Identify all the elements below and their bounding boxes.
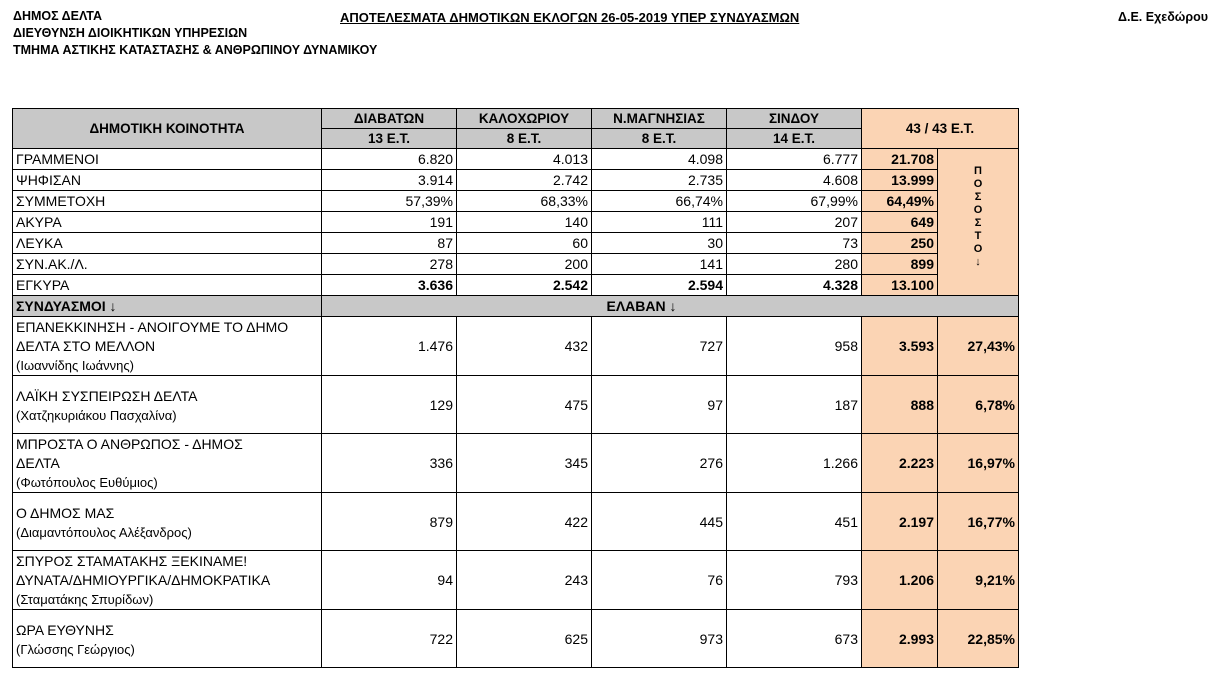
stat-value: 3.636 — [322, 275, 457, 296]
party-value: 276 — [592, 434, 727, 493]
community-sections: 13 Ε.Τ. — [322, 129, 457, 149]
community-sections: 14 Ε.Τ. — [727, 129, 862, 149]
stat-row — [13, 191, 1019, 212]
party-percent: 9,21% — [938, 551, 1019, 610]
stat-value: 6.820 — [322, 149, 457, 170]
results-table — [12, 108, 1019, 668]
stat-total: 21.708 — [862, 149, 938, 170]
party-total: 3.593 — [862, 317, 938, 376]
stat-row — [13, 275, 1019, 296]
stat-value: 207 — [727, 212, 862, 233]
percent-vertical-label — [938, 149, 1019, 296]
stat-value: 68,33% — [457, 191, 592, 212]
stat-label: ΨΗΦΙΣΑΝ — [13, 170, 322, 191]
stat-total: 64,49% — [862, 191, 938, 212]
party-percent: 6,78% — [938, 376, 1019, 434]
party-row — [13, 493, 1019, 551]
percent-letter: Σ — [974, 217, 982, 229]
total-header: 43 / 43 Ε.Τ. — [862, 109, 1019, 149]
results-body — [13, 109, 1019, 668]
stat-row — [13, 149, 1019, 170]
party-value: 445 — [592, 493, 727, 551]
party-percent: 22,85% — [938, 610, 1019, 668]
party-name: ΔΕΛΤΑ ΣΤΟ ΜΕΛΛΟΝ — [16, 338, 156, 354]
stat-total: 899 — [862, 254, 938, 275]
party-leader: (Ιωαννίδης Ιωάννης) — [16, 358, 134, 373]
stat-value: 73 — [727, 233, 862, 254]
party-name-cell — [13, 551, 322, 610]
party-row — [13, 610, 1019, 668]
stat-label: ΑΚΥΡΑ — [13, 212, 322, 233]
party-total: 1.206 — [862, 551, 938, 610]
stat-value: 140 — [457, 212, 592, 233]
stat-value: 200 — [457, 254, 592, 275]
stat-value: 4.098 — [592, 149, 727, 170]
party-total: 2.993 — [862, 610, 938, 668]
stat-value: 87 — [322, 233, 457, 254]
party-value: 345 — [457, 434, 592, 493]
stat-label: ΣΥΝ.ΑΚ./Λ. — [13, 254, 322, 275]
stat-value: 6.777 — [727, 149, 862, 170]
party-name: ΕΠΑΝΕΚΚΙΝΗΣΗ - ΑΝΟΙΓΟΥΜΕ ΤΟ ΔΗΜΟ — [16, 319, 289, 335]
stat-row — [13, 254, 1019, 275]
org-line: ΔΗΜΟΣ ΔΕΛΤΑ — [13, 9, 103, 23]
party-leader: (Χατζηκυριάκου Πασχαλίνα) — [16, 408, 177, 423]
stat-value: 4.013 — [457, 149, 592, 170]
party-value: 422 — [457, 493, 592, 551]
party-name-cell — [13, 610, 322, 668]
party-row — [13, 376, 1019, 434]
party-name-cell — [13, 376, 322, 434]
down-arrow-icon: ↓ — [975, 256, 981, 268]
community-sections: 8 Ε.Τ. — [592, 129, 727, 149]
stat-value: 66,74% — [592, 191, 727, 212]
stat-row — [13, 170, 1019, 191]
stat-value: 280 — [727, 254, 862, 275]
party-value: 187 — [727, 376, 862, 434]
stat-total: 250 — [862, 233, 938, 254]
stat-label: ΛΕΥΚΑ — [13, 233, 322, 254]
party-total: 2.223 — [862, 434, 938, 493]
party-name: ΔΥΝΑΤΑ/ΔΗΜΙΟΥΡΓΙΚΑ/ΔΗΜΟΚΡΑΤΙΚΑ — [16, 572, 271, 588]
party-name: ΔΕΛΤΑ — [16, 455, 60, 471]
unit-label: Δ.Ε. Εχεδώρου — [1118, 10, 1208, 24]
stat-value: 67,99% — [727, 191, 862, 212]
stat-total: 13.999 — [862, 170, 938, 191]
party-name-cell — [13, 434, 322, 493]
party-name-cell — [13, 317, 322, 376]
org-header — [13, 8, 377, 59]
stat-value: 2.594 — [592, 275, 727, 296]
party-leader: (Σταματάκης Σπυρίδων) — [16, 592, 154, 607]
stat-label: ΓΡΑΜΜΕΝΟΙ — [13, 149, 322, 170]
community-header: ΔΗΜΟΤΙΚΗ ΚΟΙΝΟΤΗΤΑ — [13, 109, 322, 149]
stat-value: 4.608 — [727, 170, 862, 191]
community-name: Ν.ΜΑΓΝΗΣΙΑΣ — [592, 109, 727, 129]
party-leader: (Διαμαντόπουλος Αλέξανδρος) — [16, 525, 192, 540]
stat-value: 111 — [592, 212, 727, 233]
parties-section-label: ΣΥΝΔΥΑΣΜΟΙ ↓ — [13, 296, 322, 317]
party-name: ΩΡΑ ΕΥΘΥΝΗΣ — [16, 622, 114, 638]
party-value: 727 — [592, 317, 727, 376]
percent-letter: Ο — [973, 204, 983, 216]
party-value: 958 — [727, 317, 862, 376]
party-value: 451 — [727, 493, 862, 551]
party-value: 973 — [592, 610, 727, 668]
stat-row — [13, 233, 1019, 254]
community-name: ΚΑΛΟΧΩΡΙΟΥ — [457, 109, 592, 129]
stat-value: 30 — [592, 233, 727, 254]
community-name: ΣΙΝΔΟΥ — [727, 109, 862, 129]
stat-value: 60 — [457, 233, 592, 254]
party-percent: 27,43% — [938, 317, 1019, 376]
party-row — [13, 551, 1019, 610]
party-name: Ο ΔΗΜΟΣ ΜΑΣ — [16, 505, 115, 521]
party-value: 673 — [727, 610, 862, 668]
stat-value: 141 — [592, 254, 727, 275]
stat-label: ΣΥΜΜΕΤΟΧΗ — [13, 191, 322, 212]
party-leader: (Γλώσσης Γεώργιος) — [16, 642, 135, 657]
stat-total: 649 — [862, 212, 938, 233]
party-value: 722 — [322, 610, 457, 668]
party-value: 879 — [322, 493, 457, 551]
party-value: 475 — [457, 376, 592, 434]
percent-letter: Σ — [974, 191, 982, 203]
party-row — [13, 317, 1019, 376]
party-value: 76 — [592, 551, 727, 610]
received-section-label: ΕΛΑΒΑΝ ↓ — [322, 296, 1019, 317]
stat-row — [13, 212, 1019, 233]
stat-value: 4.328 — [727, 275, 862, 296]
percent-letter: Τ — [974, 230, 982, 242]
stat-value: 278 — [322, 254, 457, 275]
stat-value: 2.542 — [457, 275, 592, 296]
stat-label: ΕΓΚΥΡΑ — [13, 275, 322, 296]
stat-total: 13.100 — [862, 275, 938, 296]
party-value: 1.266 — [727, 434, 862, 493]
stat-value: 2.742 — [457, 170, 592, 191]
party-value: 336 — [322, 434, 457, 493]
org-line: ΔΙΕΥΘΥΝΣΗ ΔΙΟΙΚΗΤΙΚΩΝ ΥΠΗΡΕΣΙΩΝ — [13, 26, 248, 40]
party-total: 888 — [862, 376, 938, 434]
section-header-row — [13, 296, 1019, 317]
community-sections: 8 Ε.Τ. — [457, 129, 592, 149]
party-value: 793 — [727, 551, 862, 610]
org-line: ΤΜΗΜΑ ΑΣΤΙΚΗΣ ΚΑΤΑΣΤΑΣΗΣ & ΑΝΘΡΩΠΙΝΟΥ ΔΥΝΑΜΙΚΟΥ — [13, 43, 378, 57]
party-value: 625 — [457, 610, 592, 668]
party-value: 129 — [322, 376, 457, 434]
percent-letter: Ο — [973, 178, 983, 190]
stat-value: 57,39% — [322, 191, 457, 212]
community-name: ΔΙΑΒΑΤΩΝ — [322, 109, 457, 129]
party-percent: 16,97% — [938, 434, 1019, 493]
party-name: ΣΠΥΡΟΣ ΣΤΑΜΑΤΑΚΗΣ ΞΕΚΙΝΑΜΕ! — [16, 553, 248, 569]
party-name-cell — [13, 493, 322, 551]
party-value: 432 — [457, 317, 592, 376]
percent-letter: Ο — [973, 243, 983, 255]
stat-value: 191 — [322, 212, 457, 233]
party-value: 94 — [322, 551, 457, 610]
stat-value: 3.914 — [322, 170, 457, 191]
party-value: 1.476 — [322, 317, 457, 376]
party-value: 243 — [457, 551, 592, 610]
page-title: ΑΠΟΤΕΛΕΣΜΑΤΑ ΔΗΜΟΤΙΚΩΝ ΕΚΛΟΓΩΝ 26-05-2019 ΥΠΕΡ ΣΥΝΔΥΑΣΜΩΝ — [340, 10, 800, 25]
party-name: ΜΠΡΟΣΤΑ Ο ΑΝΘΡΩΠΟΣ - ΔΗΜΟΣ — [16, 436, 243, 452]
party-name: ΛΑΪΚΗ ΣΥΣΠΕΙΡΩΣΗ ΔΕΛΤΑ — [16, 388, 198, 404]
party-percent: 16,77% — [938, 493, 1019, 551]
stat-value: 2.735 — [592, 170, 727, 191]
party-leader: (Φωτόπουλος Ευθύμιος) — [16, 475, 158, 490]
percent-letter: Π — [974, 165, 982, 177]
party-total: 2.197 — [862, 493, 938, 551]
party-row — [13, 434, 1019, 493]
party-value: 97 — [592, 376, 727, 434]
